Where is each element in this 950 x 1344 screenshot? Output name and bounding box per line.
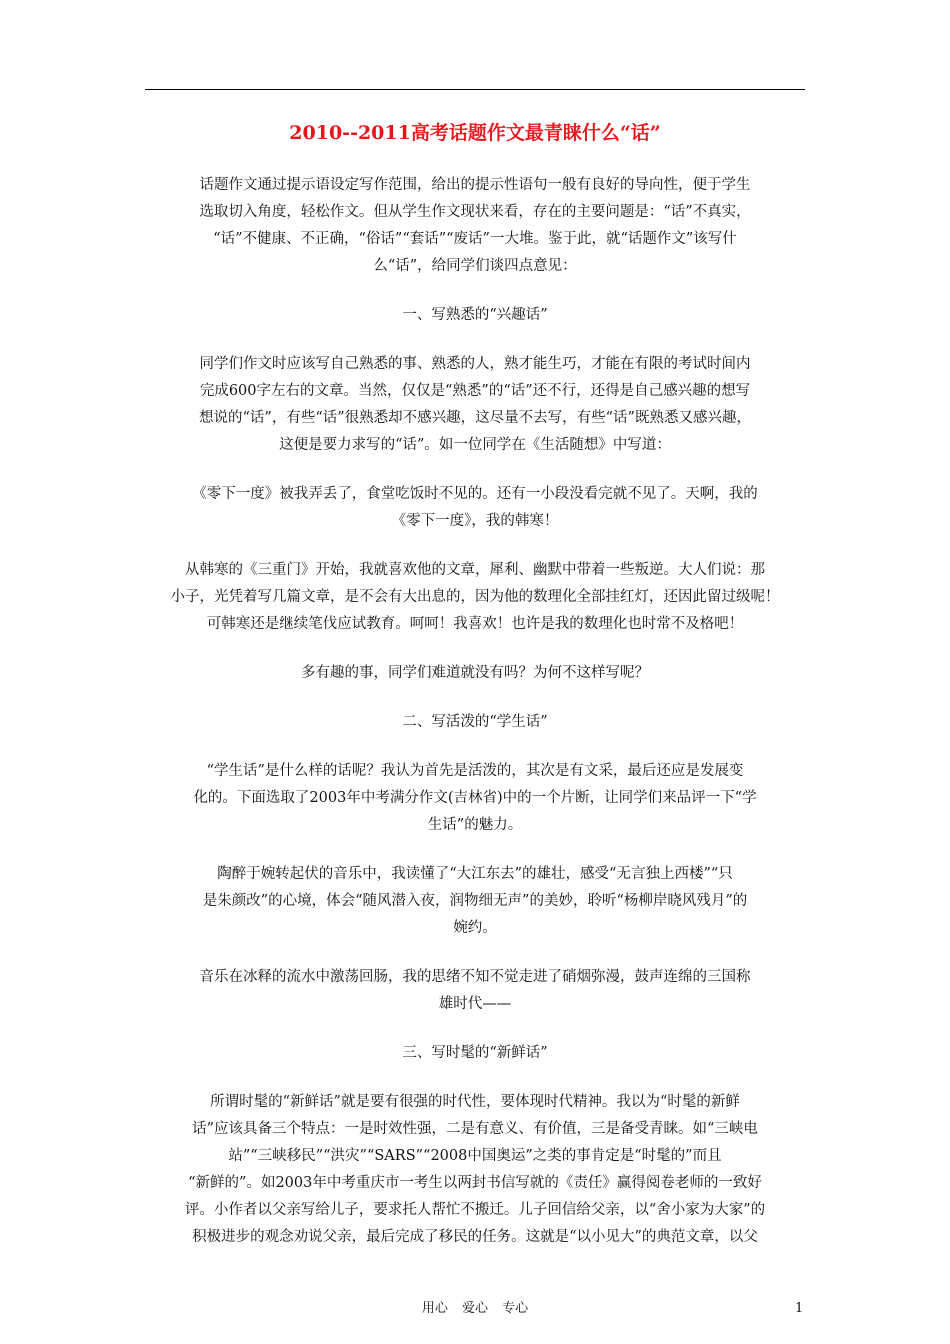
paragraph: [145, 302, 805, 329]
text-line: “学生话”是什么样的话呢？我认为首先是活泼的，其次是有文采，最后还应是发展变: [206, 763, 744, 779]
text-line: 生话”的魅力。: [427, 817, 523, 833]
footer-motto: 用心 爱心 专心: [421, 1301, 529, 1316]
text-line: 评。小作者以父亲写给儿子，要求托人帮忙不搬迁。儿子回信给父亲，以“舍小家为大家”的: [184, 1202, 766, 1218]
text-line: 话题作文通过提示语设定写作范围，给出的提示性语句一般有良好的导向性，便于学生: [199, 177, 751, 193]
text-line: 同学们作文时应该写自己熟悉的事、熟悉的人，熟才能生巧，才能在有限的考试时间内: [199, 356, 751, 372]
text-line: 站”“三峡移民”“洪灾”“SARS”“2008中国奥运”之类的事肯定是“时髦的”而且: [228, 1148, 722, 1164]
paragraph: [145, 351, 805, 459]
text-line: 想说的“话”，有些“话”很熟悉却不感兴趣，这尽量不去写，有些“话”既熟悉又感兴趣，: [199, 410, 751, 426]
paragraph: [145, 964, 805, 1018]
paragraph: [145, 557, 805, 638]
text-line: 这便是要力求写的“话”。如一位同学在《生活随想》中写道：: [279, 437, 671, 453]
text-line: 音乐在冰释的流水中激荡回肠，我的思绪不知不觉走进了硝烟弥漫，鼓声连绵的三国称: [199, 969, 751, 985]
document-body: [145, 172, 805, 1251]
text-line: 所谓时髦的“新鲜话”就是要有很强的时代性，要体现时代精神。我以为“时髦的新鲜: [210, 1094, 740, 1110]
text-line: “新鲜的”。如2003年中考重庆市一考生以两封书信写就的《责任》赢得阅卷老师的一致好: [188, 1175, 762, 1191]
paragraph: [145, 1040, 805, 1067]
text-line: 么“话”，给同学们谈四点意见：: [373, 258, 577, 274]
paragraph: [145, 861, 805, 942]
text-line: 《零下一度》，我的韩寒！: [391, 513, 559, 529]
text-line: 可韩寒还是继续笔伐应试教育。呵呵！我喜欢！也许是我的数理化也时常不及格吧！: [206, 616, 744, 632]
text-line: 《零下一度》被我弄丢了，食堂吃饭时不见的。还有一小段没看完就不见了。天啊，我的: [192, 486, 758, 502]
header-rule: [145, 89, 805, 90]
text-line: “话”不健康、不正确，“俗话”“套话”“废话”一大堆。鉴于此，就“话题作文”该写什: [213, 231, 737, 247]
paragraph: [145, 481, 805, 535]
text-line: 陶醉于婉转起伏的音乐中，我读懂了“大江东去”的雄壮，感受“无言独上西楼”“只: [217, 866, 733, 882]
text-line: 雄时代——: [438, 996, 512, 1012]
text-line: 二、写活泼的“学生话”: [402, 714, 548, 730]
paragraph: [145, 1089, 805, 1251]
text-line: 从韩寒的《三重门》开始，我就喜欢他的文章，犀利、幽默中带着一些叛逆。大人们说：那: [185, 562, 765, 578]
text-line: 选取切入角度，轻松作文。但从学生作文现状来看，存在的主要问题是：“话”不真实，: [199, 204, 751, 220]
paragraph: [145, 172, 805, 280]
text-line: 一、写熟悉的“兴趣话”: [402, 307, 548, 323]
text-line: 积极进步的观念劝说父亲，最后完成了移民的任务。这就是“以小见大”的典范文章，以父: [192, 1229, 758, 1245]
page-number: 1: [795, 1301, 804, 1316]
text-line: 完成600字左右的文章。当然，仅仅是“熟悉”的“话”还不行，还得是自己感兴趣的想写: [199, 383, 751, 399]
document-title: 2010--2011高考话题作文最青睐什么“话”: [289, 122, 661, 144]
text-line: 三、写时髦的“新鲜话”: [402, 1045, 548, 1061]
paragraph: [145, 660, 805, 687]
text-line: 化的。下面选取了2003年中考满分作文(吉林省)中的一个片断，让同学们来品评一下“学: [193, 790, 757, 806]
text-line: 小子，光凭着写几篇文章，是不会有大出息的，因为他的数理化全部挂红灯，还因此留过级呢！: [170, 589, 780, 605]
text-line: 婉约。: [453, 920, 497, 936]
paragraph: [145, 709, 805, 736]
text-line: 话”应该具备三个特点：一是时效性强，二是有意义、有价值，三是备受青睐。如“三峡电: [192, 1121, 758, 1137]
text-line: 多有趣的事，同学们难道就没有吗？为何不这样写呢？: [301, 665, 649, 681]
paragraph: [145, 758, 805, 839]
text-line: 是朱颜改”的心境，体会“随风潜入夜，润物细无声”的美妙，聆听“杨柳岸晓风残月”的: [202, 893, 748, 909]
